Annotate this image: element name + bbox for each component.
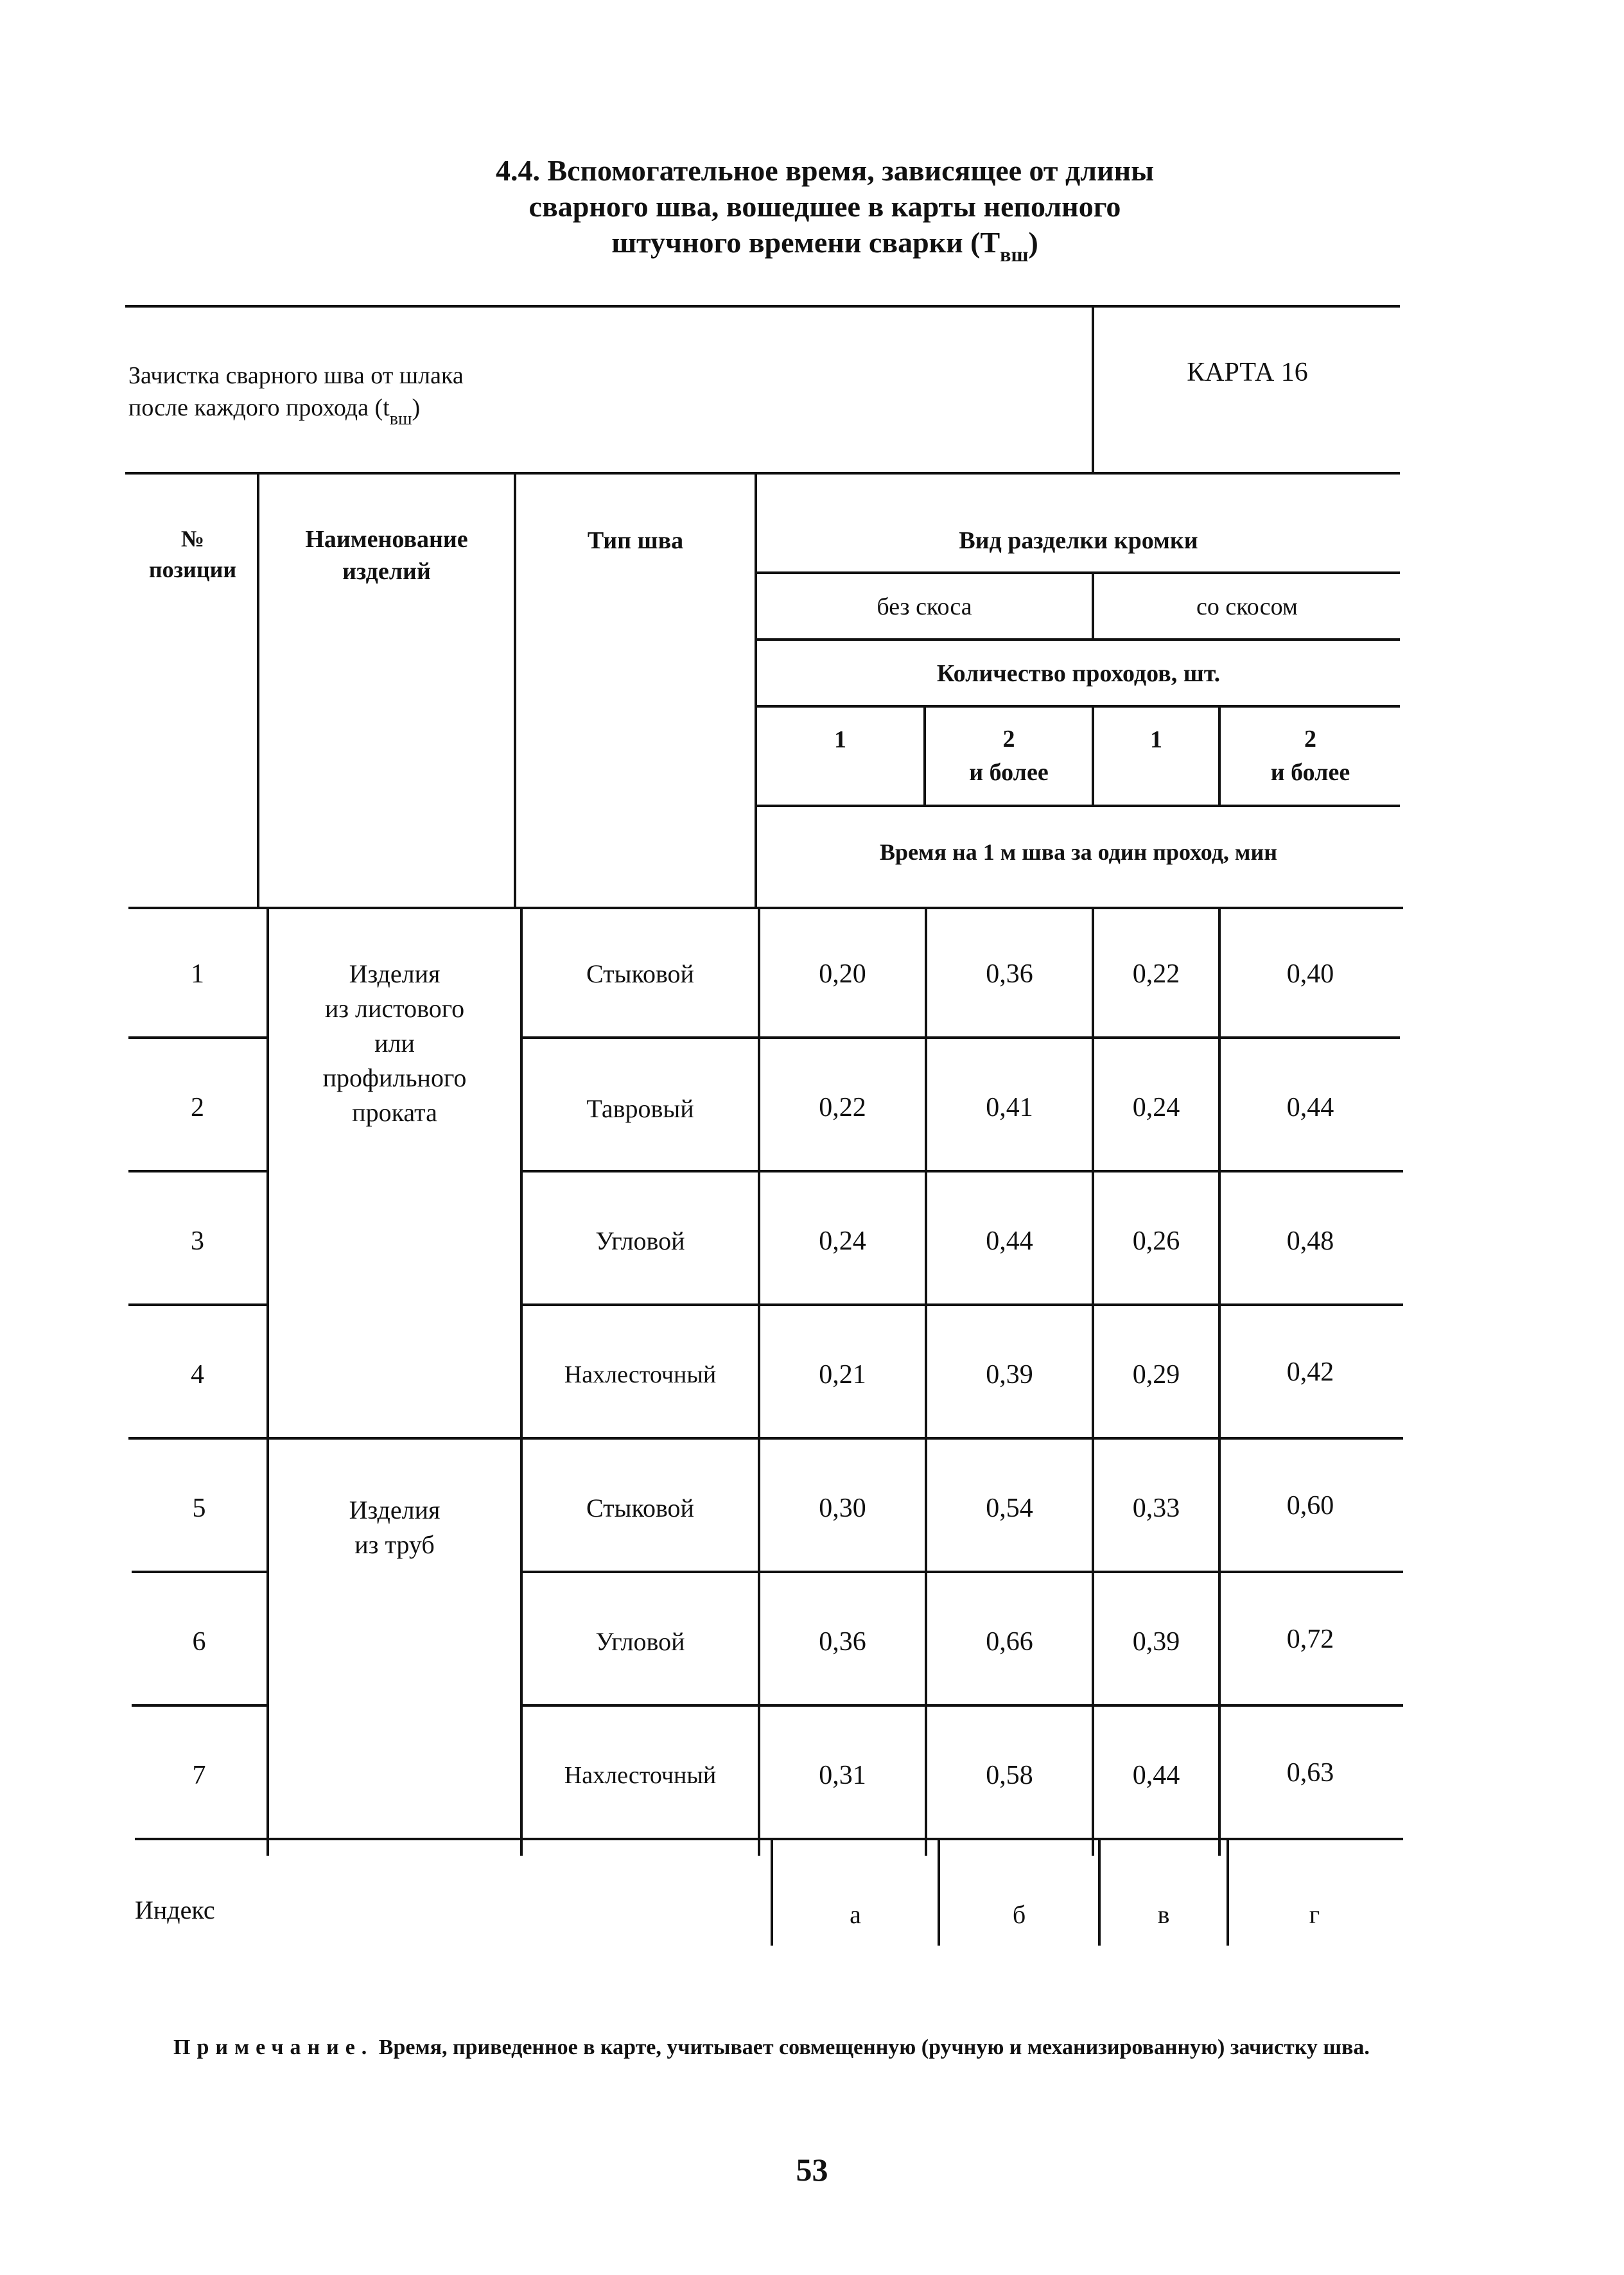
header-pass-1-no-bevel: 1 xyxy=(834,726,846,753)
row-7-a: 0,31 xyxy=(819,1761,866,1790)
row-6-c: 0,39 xyxy=(1132,1627,1180,1657)
table-row: 2 xyxy=(191,1093,204,1122)
header-pass-2-no-bevel xyxy=(926,722,1092,789)
index-c: в xyxy=(1157,1900,1170,1929)
card-divider xyxy=(1092,305,1094,474)
section-title xyxy=(0,153,1624,272)
row-rule-6b xyxy=(520,1704,1403,1707)
row-rule-6a xyxy=(132,1704,266,1707)
header-pass-2-no-bevel-line-1: 2 xyxy=(1002,726,1015,753)
row-3-a: 0,24 xyxy=(819,1226,866,1256)
row-7-d: 0,63 xyxy=(1286,1758,1334,1788)
row-4-d: 0,42 xyxy=(1286,1357,1334,1387)
table-row: 6 xyxy=(192,1627,206,1657)
row-5-seam: Стыковой xyxy=(586,1494,694,1522)
row-rule-5a xyxy=(132,1571,266,1573)
card-desc-subscript: вш xyxy=(389,409,412,429)
table-row: 4 xyxy=(191,1360,204,1390)
card-desc-line-2-text: после каждого прохода (t xyxy=(128,394,390,421)
row-5-d: 0,60 xyxy=(1286,1491,1334,1521)
footnote-text: Время, приведенное в карте, учитывает совмещенную (ручную и механизированную) зачистку шва. xyxy=(378,2035,1370,2059)
row-4-b: 0,39 xyxy=(986,1360,1033,1390)
row-1-d: 0,40 xyxy=(1286,959,1334,989)
title-line-3-text: штучного времени сварки (T xyxy=(611,226,1000,259)
row-rule-3b xyxy=(520,1303,1403,1306)
header-pass-2-no-bevel-line-2: и более xyxy=(969,759,1049,786)
header-position-line-1: № xyxy=(180,526,205,552)
card-desc-line-1: Зачистка сварного шва от шлака xyxy=(128,362,464,389)
card-desc-close-paren: ) xyxy=(412,394,421,421)
group-1-line-4: профильного xyxy=(322,1063,467,1092)
header-edge-prep: Вид разделки кромки xyxy=(959,527,1198,554)
row-6-seam: Угловой xyxy=(595,1627,685,1656)
header-pass-2-bevel xyxy=(1221,722,1400,789)
row-rule-2b xyxy=(520,1170,1403,1172)
row-3-seam: Угловой xyxy=(595,1226,685,1255)
title-close-paren: ) xyxy=(1028,226,1038,259)
header-with-bevel: со скосом xyxy=(1196,593,1298,620)
index-d: г xyxy=(1309,1900,1320,1929)
header-time-label: Время на 1 м шва за один проход, мин xyxy=(880,839,1277,865)
card-description xyxy=(128,360,464,435)
header-no-bevel: без скоса xyxy=(877,593,972,620)
row-rule-3a xyxy=(128,1303,266,1306)
header-hline-edge xyxy=(755,571,1400,574)
header-pass-1-bevel: 1 xyxy=(1150,726,1162,753)
card-top-rule xyxy=(125,305,1400,308)
row-rule-1b xyxy=(520,1036,1400,1039)
header-passes: Количество проходов, шт. xyxy=(936,660,1221,687)
table-row: 3 xyxy=(191,1226,204,1256)
group-2-line-1: Изделия xyxy=(349,1495,441,1524)
card-desc-line-2 xyxy=(128,392,464,435)
row-7-seam: Нахлесточный xyxy=(564,1762,717,1789)
footnote xyxy=(173,2029,1406,2066)
header-hline-passes xyxy=(755,705,1400,708)
group-2-line-2: из труб xyxy=(354,1530,435,1559)
header-position xyxy=(128,523,257,585)
row-4-a: 0,21 xyxy=(819,1360,866,1390)
header-hline-time xyxy=(755,805,1400,807)
row-1-b: 0,36 xyxy=(986,959,1033,989)
row-7-b: 0,58 xyxy=(986,1761,1033,1790)
footnote-label: Примечание. xyxy=(173,2035,374,2059)
row-6-b: 0,66 xyxy=(986,1627,1033,1657)
index-a: а xyxy=(850,1900,861,1929)
row-5-b: 0,54 xyxy=(986,1494,1033,1523)
title-subscript: вш xyxy=(1000,243,1029,266)
row-1-seam: Стыковой xyxy=(586,959,694,988)
header-position-line-2: позиции xyxy=(148,557,237,582)
title-line-3 xyxy=(26,225,1624,272)
row-6-a: 0,36 xyxy=(819,1627,866,1657)
group-1-line-1: Изделия xyxy=(349,959,441,988)
row-3-b: 0,44 xyxy=(986,1226,1033,1256)
row-6-d: 0,72 xyxy=(1286,1625,1334,1654)
row-7-c: 0,44 xyxy=(1132,1761,1180,1790)
header-pass-2-bevel-line-1: 2 xyxy=(1304,726,1316,753)
header-bottom-rule xyxy=(128,907,1403,909)
row-rule-group xyxy=(128,1437,1403,1440)
row-rule-1a xyxy=(128,1036,266,1039)
group-1-line-2: из листового xyxy=(324,994,465,1023)
row-2-d: 0,44 xyxy=(1286,1093,1334,1122)
row-1-a: 0,20 xyxy=(819,959,866,989)
index-label: Индекс xyxy=(135,1896,215,1924)
group-1-line-5: проката xyxy=(352,1098,437,1127)
group-sheet-products xyxy=(269,957,520,1130)
title-line-2: сварного шва, вошедшее в карты неполного xyxy=(528,190,1121,223)
card-label: КАРТА 16 xyxy=(1187,358,1308,387)
header-seam-type: Тип шва xyxy=(587,527,684,554)
row-2-b: 0,41 xyxy=(986,1093,1033,1122)
page-number: 53 xyxy=(796,2152,828,2188)
group-1-line-3: или xyxy=(374,1029,415,1058)
header-product-name-line-1: Наименование xyxy=(305,526,468,553)
row-4-c: 0,29 xyxy=(1132,1360,1180,1390)
header-product-name xyxy=(259,523,514,588)
row-2-seam: Тавровый xyxy=(586,1094,694,1123)
row-2-c: 0,24 xyxy=(1132,1093,1180,1122)
row-1-c: 0,22 xyxy=(1132,959,1180,989)
row-rule-5b xyxy=(520,1571,1403,1573)
row-5-a: 0,30 xyxy=(819,1494,866,1523)
row-2-a: 0,22 xyxy=(819,1093,866,1122)
header-product-name-line-2: изделий xyxy=(342,558,431,585)
row-3-d: 0,48 xyxy=(1286,1226,1334,1256)
row-4-seam: Нахлесточный xyxy=(564,1361,717,1388)
table-row: 7 xyxy=(192,1761,206,1790)
table-bottom-rule xyxy=(135,1838,1403,1840)
row-rule-2a xyxy=(128,1170,266,1172)
table-row: 5 xyxy=(192,1494,206,1523)
table-row: 1 xyxy=(191,959,204,989)
group-pipe-products xyxy=(269,1493,520,1562)
row-3-c: 0,26 xyxy=(1132,1226,1180,1256)
header-pass-2-bevel-line-2: и более xyxy=(1270,759,1350,786)
row-5-c: 0,33 xyxy=(1132,1494,1180,1523)
title-line-1: 4.4. Вспомогательное время, зависящее от длины xyxy=(495,154,1155,187)
card-bottom-rule xyxy=(125,472,1400,475)
header-hline-bevel xyxy=(755,638,1400,641)
index-b: б xyxy=(1012,1900,1026,1929)
